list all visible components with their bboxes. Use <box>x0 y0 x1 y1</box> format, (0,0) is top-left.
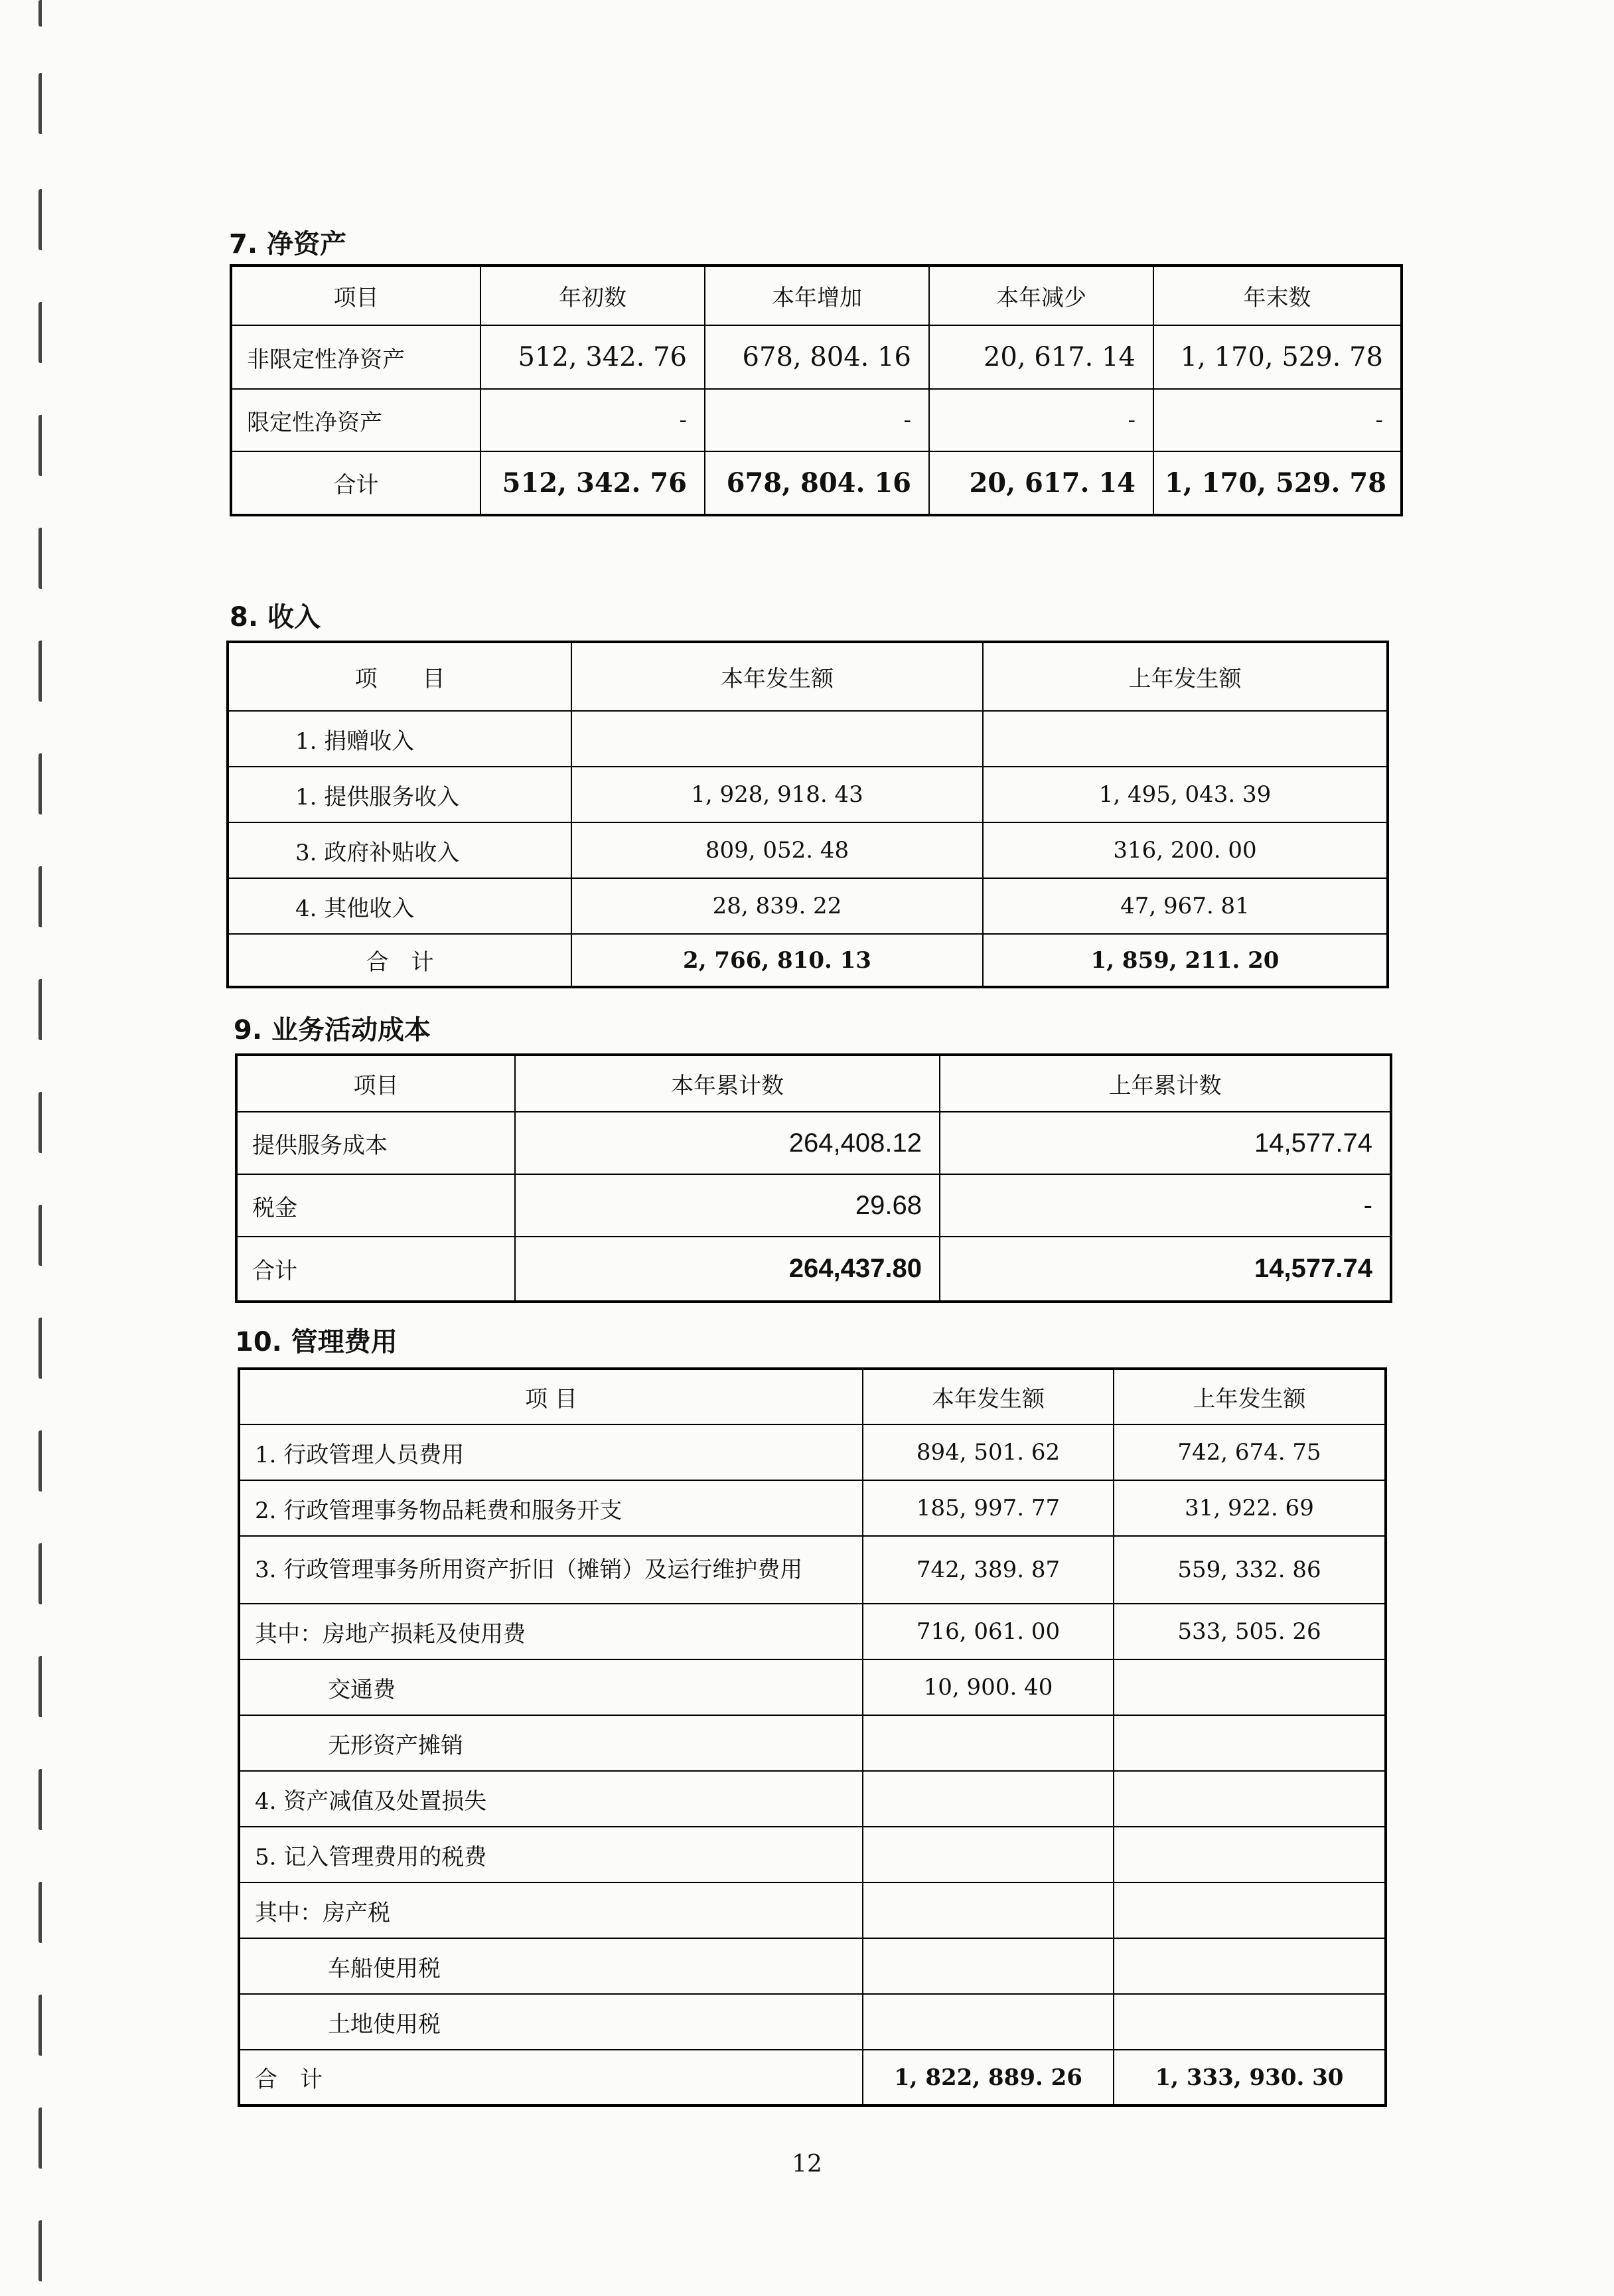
table-row <box>231 389 1402 451</box>
table-row <box>228 711 1388 767</box>
table-total-row <box>228 934 1388 987</box>
value-cell: 678, 804. 16 <box>705 451 929 515</box>
value-cell: 512, 342. 76 <box>480 325 705 389</box>
binding-mark <box>38 1430 45 1492</box>
binding-mark <box>38 528 45 589</box>
header-cell: 项 目 <box>228 642 571 711</box>
value-cell: 185, 997. 77 <box>863 1480 1114 1536</box>
row-label: 税金 <box>236 1174 515 1237</box>
binding-mark <box>38 1092 45 1153</box>
net-assets-table <box>230 264 1403 516</box>
header-cell: 项 目 <box>239 1369 863 1424</box>
header-cell: 本年减少 <box>929 266 1153 325</box>
binding-mark <box>38 1995 45 2056</box>
row-label: 合 计 <box>228 934 571 987</box>
row-label: 限定性净资产 <box>231 389 480 451</box>
value-cell <box>863 1715 1114 1771</box>
header-cell: 项目 <box>231 266 480 325</box>
value-cell: 1, 170, 529. 78 <box>1153 451 1402 515</box>
binding-mark <box>38 1882 45 1943</box>
table-row <box>231 325 1402 389</box>
table-row <box>239 1882 1386 1938</box>
value-cell: 716, 061. 00 <box>863 1604 1114 1659</box>
value-cell: 47, 967. 81 <box>983 878 1388 934</box>
table-total-row <box>236 1237 1391 1302</box>
binding-mark <box>38 1543 45 1604</box>
value-cell <box>863 1771 1114 1827</box>
value-cell: 678, 804. 16 <box>705 325 929 389</box>
value-cell: 1, 170, 529. 78 <box>1153 325 1402 389</box>
table-row <box>239 1994 1386 2050</box>
value-cell: 559, 332. 86 <box>1114 1536 1386 1604</box>
binding-mark <box>38 2220 45 2281</box>
binding-mark <box>38 73 45 134</box>
binding-mark <box>38 1318 45 1379</box>
header-cell: 上年累计数 <box>940 1055 1391 1112</box>
value-cell: 28, 839. 22 <box>571 878 983 934</box>
value-cell <box>1114 1715 1386 1771</box>
header-cell: 年末数 <box>1153 266 1402 325</box>
value-cell: 2, 766, 810. 13 <box>571 934 983 987</box>
value-cell: - <box>929 389 1153 451</box>
admin-expenses-title: 10. 管理费用 <box>235 1327 398 1357</box>
row-label: 其中：房地产损耗及使用费 <box>239 1604 863 1659</box>
table-row <box>228 822 1388 878</box>
row-label: 1. 行政管理人员费用 <box>239 1424 863 1480</box>
value-cell <box>863 1882 1114 1938</box>
value-cell <box>571 711 983 767</box>
row-label: 3. 政府补贴收入 <box>228 822 571 878</box>
admin-expenses-table <box>238 1367 1387 2107</box>
row-label: 2. 行政管理事务物品耗费和服务开支 <box>239 1480 863 1536</box>
value-cell: 10, 900. 40 <box>863 1659 1114 1715</box>
header-cell: 项目 <box>236 1055 515 1112</box>
net-assets-title: 7. 净资产 <box>229 229 346 260</box>
header-cell: 本年发生额 <box>571 642 983 711</box>
value-cell: 1, 928, 918. 43 <box>571 767 983 822</box>
value-cell: 533, 505. 26 <box>1114 1604 1386 1659</box>
value-cell: 29.68 <box>515 1174 940 1237</box>
table-row <box>239 1938 1386 1994</box>
table-row <box>239 1424 1386 1480</box>
value-cell: 1, 859, 211. 20 <box>983 934 1388 987</box>
header-cell: 年初数 <box>480 266 705 325</box>
binding-mark <box>38 0 45 27</box>
row-label: 5. 记入管理费用的税费 <box>239 1827 863 1882</box>
binding-mark <box>38 1769 45 1830</box>
binding-mark <box>38 189 45 250</box>
page-number: 12 <box>792 2151 822 2178</box>
binding-mark <box>38 753 45 814</box>
row-label: 1. 捐赠收入 <box>228 711 571 767</box>
row-label: 非限定性净资产 <box>231 325 480 389</box>
value-cell: - <box>940 1174 1391 1237</box>
table-row <box>239 1480 1386 1536</box>
value-cell: 1, 333, 930. 30 <box>1114 2050 1386 2105</box>
value-cell: 14,577.74 <box>940 1237 1391 1302</box>
value-cell <box>863 1827 1114 1882</box>
business-cost-title: 9. 业务活动成本 <box>234 1015 431 1045</box>
binding-mark <box>38 641 45 702</box>
table-header-row <box>239 1369 1386 1424</box>
value-cell: - <box>705 389 929 451</box>
row-label: 4. 资产减值及处置损失 <box>239 1771 863 1827</box>
binding-mark <box>38 415 45 476</box>
value-cell: 894, 501. 62 <box>863 1424 1114 1480</box>
value-cell: 809, 052. 48 <box>571 822 983 878</box>
value-cell <box>863 1994 1114 2050</box>
business-cost-table <box>235 1053 1392 1303</box>
binding-mark <box>38 1656 45 1717</box>
table-row <box>239 1659 1386 1715</box>
value-cell <box>1114 1938 1386 1994</box>
value-cell <box>983 711 1388 767</box>
row-label: 3. 行政管理事务所用资产折旧（摊销）及运行维护费用 <box>239 1536 863 1604</box>
row-label: 合 计 <box>239 2050 863 2105</box>
value-cell <box>1114 1994 1386 2050</box>
binding-mark <box>38 302 45 363</box>
value-cell: 742, 389. 87 <box>863 1536 1114 1604</box>
income-title: 8. 收入 <box>230 602 321 633</box>
value-cell: - <box>480 389 705 451</box>
table-row <box>239 1715 1386 1771</box>
table-row <box>239 1827 1386 1882</box>
table-header-row <box>228 642 1388 711</box>
value-cell: 20, 617. 14 <box>929 451 1153 515</box>
value-cell: 316, 200. 00 <box>983 822 1388 878</box>
row-label: 无形资产摊销 <box>239 1715 863 1771</box>
table-total-row <box>239 2050 1386 2105</box>
value-cell: 20, 617. 14 <box>929 325 1153 389</box>
header-cell: 上年发生额 <box>1114 1369 1386 1424</box>
value-cell: 742, 674. 75 <box>1114 1424 1386 1480</box>
row-label: 其中：房产税 <box>239 1882 863 1938</box>
value-cell: 1, 822, 889. 26 <box>863 2050 1114 2105</box>
table-row <box>239 1536 1386 1604</box>
binding-mark <box>38 866 45 927</box>
table-row <box>239 1771 1386 1827</box>
value-cell <box>1114 1771 1386 1827</box>
value-cell: 14,577.74 <box>940 1112 1391 1174</box>
table-header-row <box>231 266 1402 325</box>
table-row <box>236 1112 1391 1174</box>
value-cell <box>1114 1882 1386 1938</box>
value-cell: - <box>1153 389 1402 451</box>
value-cell: 1, 495, 043. 39 <box>983 767 1388 822</box>
row-label: 4. 其他收入 <box>228 878 571 934</box>
binding-mark <box>38 1205 45 1266</box>
value-cell: 31, 922. 69 <box>1114 1480 1386 1536</box>
row-label: 1. 提供服务收入 <box>228 767 571 822</box>
table-row <box>236 1174 1391 1237</box>
header-cell: 本年增加 <box>705 266 929 325</box>
value-cell <box>1114 1827 1386 1882</box>
row-label: 土地使用税 <box>239 1994 863 2050</box>
value-cell: 512, 342. 76 <box>480 451 705 515</box>
table-row <box>228 878 1388 934</box>
row-label: 合计 <box>236 1237 515 1302</box>
table-total-row <box>231 451 1402 515</box>
value-cell <box>1114 1659 1386 1715</box>
row-label: 提供服务成本 <box>236 1112 515 1174</box>
table-row <box>228 767 1388 822</box>
table-header-row <box>236 1055 1391 1112</box>
value-cell: 264,437.80 <box>515 1237 940 1302</box>
value-cell: 264,408.12 <box>515 1112 940 1174</box>
income-table <box>226 641 1389 988</box>
row-label: 合计 <box>231 451 480 515</box>
row-label: 车船使用税 <box>239 1938 863 1994</box>
header-cell: 本年累计数 <box>515 1055 940 1112</box>
header-cell: 本年发生额 <box>863 1369 1114 1424</box>
binding-mark <box>38 979 45 1040</box>
row-label: 交通费 <box>239 1659 863 1715</box>
header-cell: 上年发生额 <box>983 642 1388 711</box>
table-row <box>239 1604 1386 1659</box>
value-cell <box>863 1938 1114 1994</box>
